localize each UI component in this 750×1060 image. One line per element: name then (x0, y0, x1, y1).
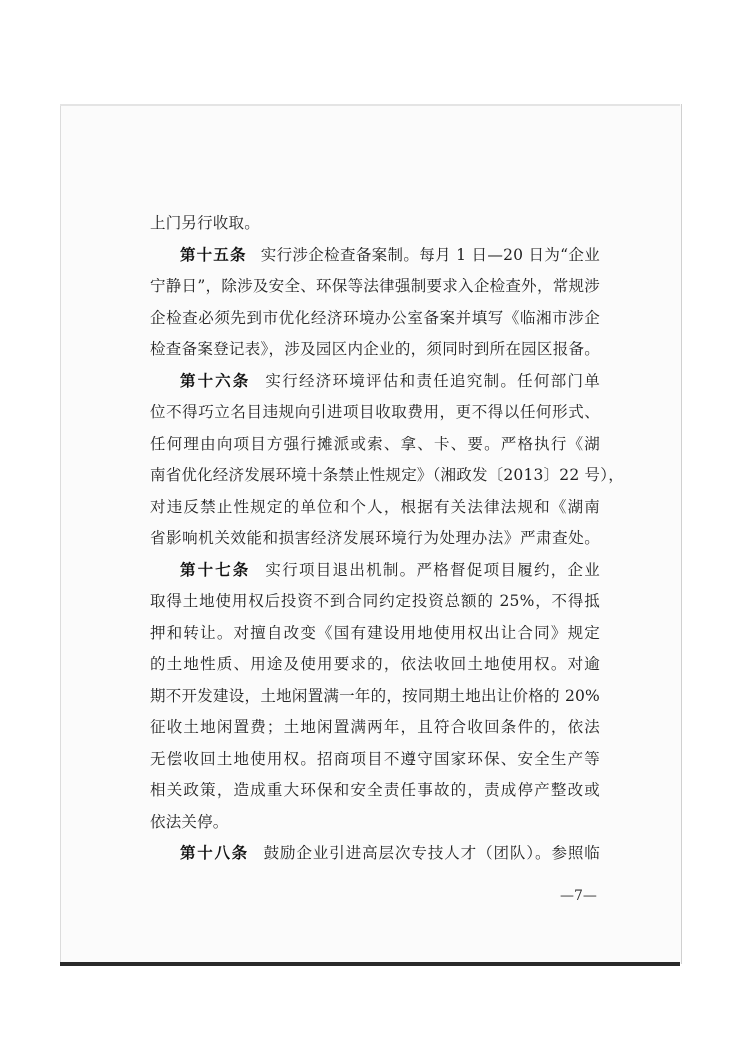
text-line: 位不得巧立名目违规向引进项目收取费用，更不得以任何形式、 (150, 403, 600, 421)
page-number: —7— (560, 888, 597, 904)
scanner-bottom-edge (60, 962, 680, 966)
page-top-edge (60, 104, 680, 106)
article-15-line: 第十五条 实行涉企检查备案制。每月 1 日—20 日为“企业 (180, 245, 600, 264)
text-line: 的土地性质、用途及使用要求的，依法收回土地使用权。对逾 (150, 655, 600, 673)
article-heading: 第十五条 (180, 245, 247, 264)
text-line: 依法关停。 (150, 812, 229, 831)
text-line: 押和转让。对擅自改变《国有建设用地使用权出让合同》规定 (150, 623, 600, 642)
article-16-line: 第十六条 实行经济环境评估和责任追究制。任何部门单 (180, 371, 600, 390)
text-line: 征收土地闲置费；土地闲置满两年，且符合收回条件的，依法 (150, 718, 600, 736)
text-line: 相关政策，造成重大环保和安全责任事故的，责成停产整改或 (150, 781, 600, 799)
text-line: 对违反禁止性规定的单位和个人，根据有关法律法规和《湖南 (150, 497, 600, 516)
article-heading: 第十七条 (180, 560, 251, 579)
text-line: 省影响机关效能和损害经济发展环境行为处理办法》严肃查处。 (150, 529, 600, 547)
text-line: 无偿收回土地使用权。招商项目不遵守国家环保、安全生产等 (150, 749, 600, 768)
article-18-line: 第十八条 鼓励企业引进高层次专技人才（团队）。参照临 (180, 844, 600, 862)
text-line: 南省优化经济发展环境十条禁止性规定》（湘政发〔2013〕22 号）， (150, 466, 624, 484)
text-line: 检查备案登记表》，涉及园区内企业的，须同时到所在园区报备。 (150, 340, 600, 358)
article-heading: 第十八条 (180, 844, 249, 862)
text-line: 任何理由向项目方强行摊派或索、拿、卡、要。严格执行《湖 (150, 434, 600, 453)
article-heading: 第十六条 (180, 371, 251, 390)
text-line: 宁静日”，除涉及安全、环保等法律强制要求入企检查外，常规涉 (150, 277, 600, 295)
text-line: 取得土地使用权后投资不到合同约定投资总额的 25%，不得抵 (150, 592, 600, 610)
document-body (150, 208, 624, 870)
text-line: 期不开发建设，土地闲置满一年的，按同期土地出让价格的 20% (150, 686, 600, 705)
text-line: 企检查必须先到市优化经济环境办公室备案并填写《临湘市涉企 (150, 308, 600, 327)
text-line: 上门另行收取。 (150, 214, 260, 232)
article-17-line: 第十七条 实行项目退出机制。严格督促项目履约，企业 (180, 560, 600, 579)
